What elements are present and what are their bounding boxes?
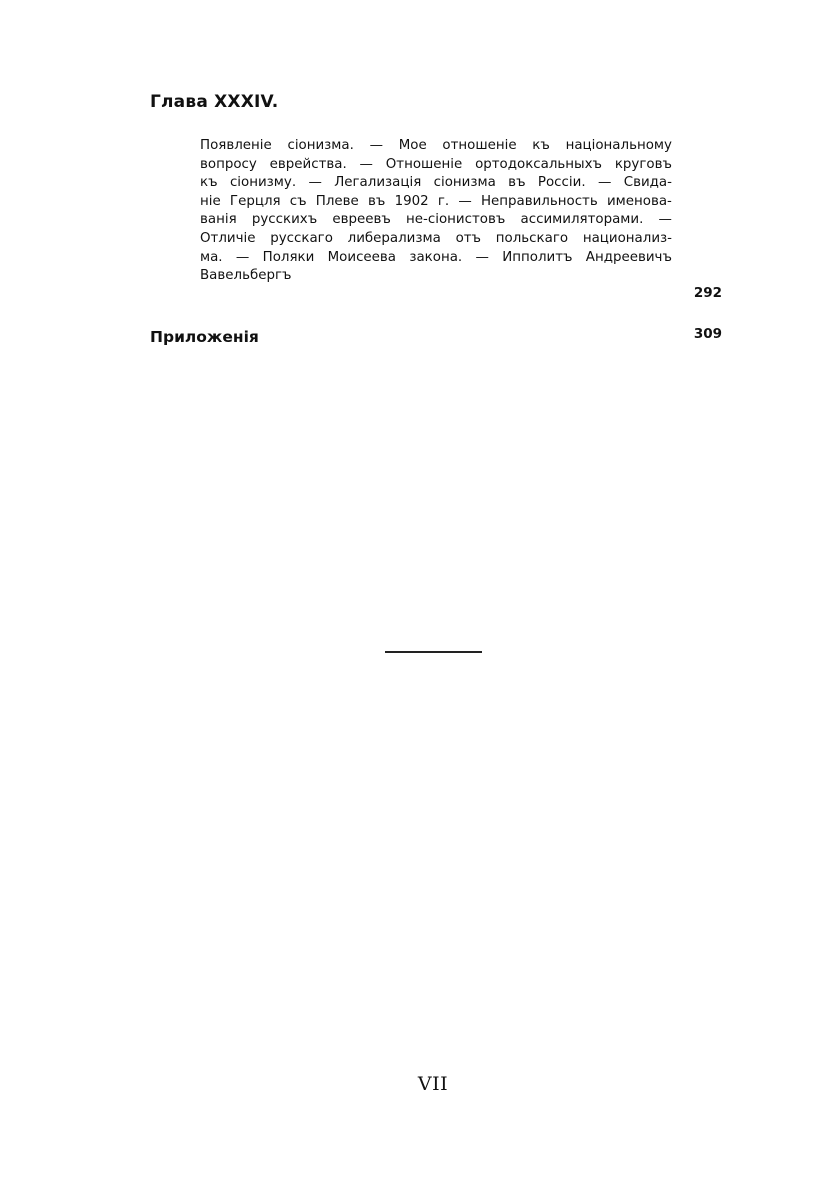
summary-word: Появленіе [200, 138, 272, 153]
summary-word: ма. [200, 249, 223, 265]
summary-word: сіонизма. [287, 138, 354, 153]
summary-word: ассимиляторами. [520, 212, 644, 228]
summary-word: русскаго [270, 230, 333, 246]
summary-word: къ [200, 175, 218, 191]
summary-word: вопросу [200, 156, 257, 172]
summary-word: Отношеніе [385, 156, 463, 172]
summary-word: — [235, 249, 250, 265]
summary-line [200, 156, 672, 175]
summary-word: сіонизму. [229, 175, 297, 191]
chapter-page-number: 292 [693, 285, 722, 301]
summary-line: Вавельбергъ [200, 268, 292, 284]
summary-word: русскихъ [251, 212, 318, 228]
summary-word: — [658, 212, 672, 228]
page-folio: VII [417, 1073, 449, 1095]
summary-word: Андреевичъ [585, 249, 672, 265]
summary-word: — [359, 156, 373, 172]
summary-word: либерализма [347, 230, 441, 246]
summary-word: Герцля [229, 193, 281, 209]
summary-word: съ [289, 193, 307, 209]
summary-word: — [458, 193, 472, 209]
summary-word: Отличіе [200, 230, 256, 246]
summary-word: — [475, 249, 489, 265]
summary-word: Мое [398, 138, 427, 153]
summary-line [200, 137, 672, 156]
appendix-title: Приложенія [150, 328, 259, 346]
summary-word: Неправильность [480, 193, 598, 209]
summary-line [200, 230, 672, 249]
summary-word: именова- [606, 193, 672, 209]
summary-word: не-сіонистовъ [406, 212, 506, 228]
summary-word: евреевъ [332, 212, 391, 228]
summary-word: ванія [200, 212, 237, 228]
summary-word: польскаго [495, 230, 569, 246]
summary-word: Моисеева [327, 249, 397, 265]
summary-word: отъ [455, 230, 482, 246]
summary-word: Поляки [262, 249, 315, 265]
summary-word: сіонизма [433, 175, 496, 191]
summary-word: къ [532, 138, 550, 153]
summary-word: г. [437, 193, 450, 209]
summary-word: Плеве [315, 193, 359, 209]
summary-line [200, 174, 672, 193]
summary-word: въ [508, 175, 526, 191]
summary-word: — [369, 138, 383, 153]
summary-word: Свида- [623, 175, 672, 191]
summary-word: національному [565, 138, 672, 153]
summary-word: еврейства. [269, 156, 347, 172]
summary-line [200, 249, 672, 268]
appendix-entry [150, 326, 722, 346]
summary-line [200, 193, 672, 212]
summary-word: Ипполитъ [502, 249, 573, 265]
summary-word: — [308, 175, 322, 191]
summary-word: закона. [409, 249, 463, 265]
section-divider [385, 651, 482, 653]
summary-word: въ [368, 193, 386, 209]
summary-word: Легализація [334, 175, 422, 191]
summary-word: Россіи. [537, 175, 586, 191]
summary-word: — [597, 175, 612, 191]
summary-word: 1902 [394, 193, 429, 209]
summary-word: национализ- [582, 230, 672, 246]
chapter-heading: Глава XXXIV. [150, 92, 279, 112]
summary-line [200, 211, 672, 230]
summary-word: отношеніе [442, 138, 517, 153]
summary-word: ортодоксальныхъ [475, 156, 603, 172]
chapter-summary [200, 137, 672, 286]
summary-word: ніе [200, 193, 221, 209]
summary-word: круговъ [614, 156, 672, 172]
appendix-page-number: 309 [693, 326, 722, 342]
